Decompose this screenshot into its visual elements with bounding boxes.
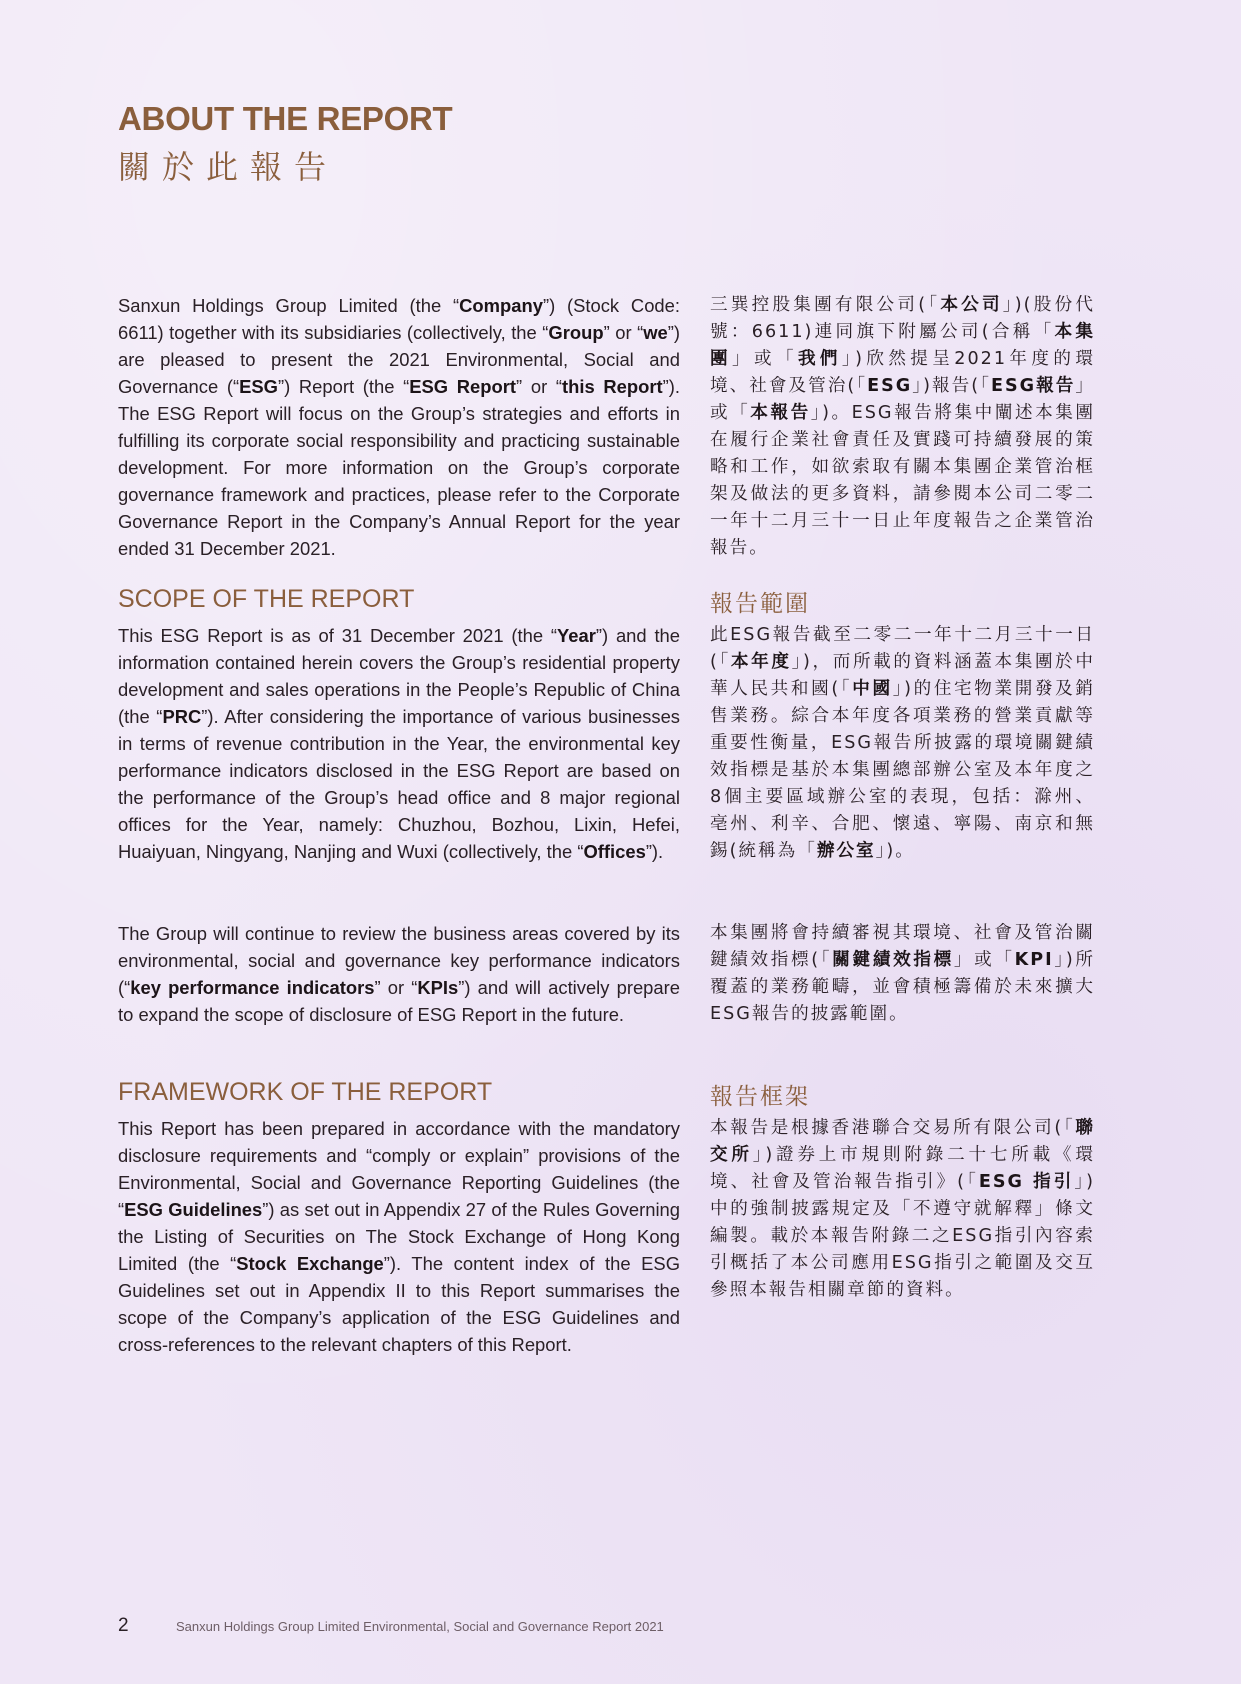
kpi-paragraph-zh: 本集團將會持續審視其環境、社會及管治關鍵績效指標(「關鍵績效指標」或「KPI」)所覆蓋的業務範疇，並會積極籌備於未來擴大ESG報告的披露範圍。 <box>710 923 1095 1024</box>
framework-paragraph-zh: 本報告是根據香港聯合交易所有限公司(「聯交所」)證券上市規則附錄二十七所載《環境、社會及管治報告指引》(「ESG 指引」)中的強制披露規定及「不遵守就解釋」條文編製。載於本報告附錄二之ESG指引內容索引概括了本公司應用ESG指引之範圍及交互參照本報告相關章節的資料。 <box>710 1118 1095 1300</box>
emphasis-term: 本報告 <box>750 403 811 423</box>
emphasis-term: 我們 <box>797 349 842 369</box>
emphasis-term: ESG 指引 <box>978 1172 1075 1192</box>
page-number: 2 <box>118 1615 129 1636</box>
emphasis-term: 聯交所 <box>710 1118 1095 1165</box>
emphasis-term: PRC <box>162 706 202 727</box>
emphasis-term: KPI <box>1014 950 1054 970</box>
page-title-zh: 關於此報告 <box>118 148 339 186</box>
emphasis-term: 辦公室 <box>816 841 876 861</box>
emphasis-term: this Report <box>562 376 663 397</box>
emphasis-term: key performance indicators <box>130 977 375 998</box>
emphasis-term: ESG <box>239 376 278 397</box>
scope-paragraph-zh: 此ESG報告截至二零二一年十二月三十一日(「本年度」)，而所載的資料涵蓋本集團於中華人民共和國(「中國」)的住宅物業開發及銷售業務。綜合本年度各項業務的營業貢獻等重要性衡量，ESG報告所披露的環境關鍵績效指標是基於本集團總部辦公室及本年度之8個主要區域辦公室的表現，包括：滁州、亳州、利辛、合肥、懷遠、寧陽、南京和無錫(統稱為「辦公室」)。 <box>710 625 1095 861</box>
intro-paragraph-zh: 三巽控股集團有限公司(「本公司」)(股份代號：6611)連同旗下附屬公司(合稱「本集團」或「我們」)欣然提呈2021年度的環境、社會及管治(「ESG」)報告(「ESG報告」或「本報告」)。ESG報告將集中闡述本集團在履行企業社會責任及實踐可持續發展的策略和工作，如欲索取有關本集團企業管治框架及做法的更多資料，請參閱本公司二零二一年十二月三十一日止年度報告之企業管治報告。 <box>710 295 1095 558</box>
scope-heading: SCOPE OF THE REPORT <box>118 585 415 613</box>
emphasis-term: 關鍵績效指標 <box>832 950 954 970</box>
kpi-paragraph-en: The Group will continue to review the business areas covered by its environmental, social and governance key performance indicators (“key performance indicators” or “KPIs”) and will actively prepare to expand the scope of disclosure of ESG Report in the future. <box>118 923 680 1025</box>
footer-caption: Sanxun Holdings Group Limited Environmental, Social and Governance Report 2021 <box>176 1619 664 1634</box>
emphasis-term: Year <box>557 625 596 646</box>
emphasis-term: ESG報告 <box>990 376 1076 396</box>
framework-heading-zh: 報告框架 <box>710 1084 810 1110</box>
framework-paragraph-en: This Report has been prepared in accordance with the mandatory disclosure requirements and “comply or explain” provisions of the Environmental, Social and Governance Reporting Guidelines (the “ESG Guidelines”) as set out in Appendix 27 of the Rules Governing the Listing of Securities on The Stock Exchange of Hong Kong Limited (the “Stock Exchange”). The content index of the ESG Guidelines set out in Appendix II to this Report summarises the scope of the Company’s application of the ESG Guidelines and cross-references to the relevant chapters of this Report. <box>118 1118 680 1355</box>
emphasis-term: KPIs <box>417 977 459 998</box>
emphasis-term: Company <box>459 295 543 316</box>
emphasis-term: Offices <box>583 841 646 862</box>
emphasis-term: 本集團 <box>710 322 1095 369</box>
emphasis-term: 本年度 <box>730 652 792 672</box>
emphasis-term: ESG Guidelines <box>124 1199 263 1220</box>
emphasis-term: we <box>643 322 668 343</box>
emphasis-term: Group <box>548 322 604 343</box>
scope-paragraph-en: This ESG Report is as of 31 December 2021 (the “Year”) and the information contained herein covers the Group’s residential property development and sales operations in the People’s Republic of China (the “PRC”). After considering the importance of various businesses in terms of revenue contribution in the Year, the environmental key performance indicators disclosed in the ESG Report are based on the performance of the Group’s head office and 8 major regional offices for the Year, namely: Chuzhou, Bozhou, Lixin, Hefei, Huaiyuan, Ningyang, Nanjing and Wuxi (collectively, the “Offices”). <box>118 625 681 862</box>
emphasis-term: ESG <box>867 376 913 396</box>
page-title: ABOUT THE REPORT <box>118 100 453 137</box>
intro-paragraph-en: Sanxun Holdings Group Limited (the “Company”) (Stock Code: 6611) together with its subsidiaries (collectively, the “Group” or “we”) are pleased to present the 2021 Environmental, Social and Governance (“ESG”) Report (the “ESG Report” or “this Report”). The ESG Report will focus on the Group’s strategies and efforts in fulfilling its corporate social responsibility and practicing sustainable development. For more information on the Group’s corporate governance framework and practices, please refer to the Corporate Governance Report in the Company’s Annual Report for the year ended 31 December 2021. <box>118 295 680 559</box>
emphasis-term: Stock Exchange <box>236 1253 384 1274</box>
framework-heading: FRAMEWORK OF THE REPORT <box>118 1078 493 1106</box>
emphasis-term: ESG Report <box>409 376 517 397</box>
scope-heading-zh: 報告範圍 <box>710 591 810 617</box>
emphasis-term: 本公司 <box>940 295 1003 315</box>
emphasis-term: 中國 <box>852 679 893 699</box>
